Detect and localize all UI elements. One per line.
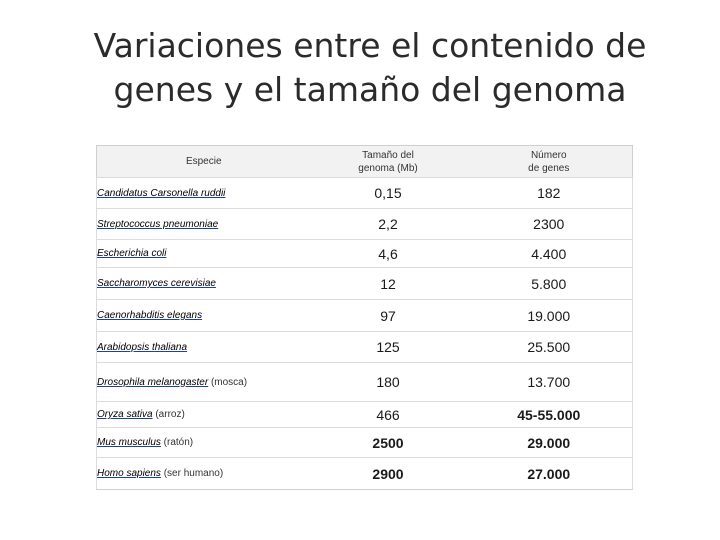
species-link[interactable]: Caenorhabditis elegans: [97, 310, 203, 321]
table-row: [97, 428, 633, 458]
species-link[interactable]: Saccharomyces cerevisiae: [97, 278, 216, 289]
table-row: [97, 300, 633, 332]
table-row: [97, 178, 633, 209]
gene-count-cell: 13.700: [466, 363, 633, 402]
gene-count-cell: 4.400: [466, 240, 633, 268]
gene-count-cell: 45-55.000: [466, 402, 633, 428]
gene-count-cell: 25.500: [466, 332, 633, 363]
genome-size-cell: 180: [311, 363, 466, 402]
genome-size-cell: 4,6: [311, 240, 466, 268]
species-link[interactable]: Drosophila melanogaster: [97, 376, 209, 388]
title-line-1: Variaciones entre el contenido de: [93, 26, 647, 65]
header-genome-size-line1: Tamaño del: [362, 149, 414, 161]
gene-count-cell: 2300: [466, 209, 633, 240]
table-header-row: [97, 146, 633, 178]
header-gene-count: [466, 146, 633, 178]
table-row: [97, 363, 633, 402]
species-link[interactable]: Escherichia coli: [97, 248, 167, 259]
species-link[interactable]: Mus musculus: [97, 437, 161, 448]
table-row: [97, 209, 633, 240]
genome-size-cell: 0,15: [311, 178, 466, 209]
species-cell: [97, 209, 311, 240]
genome-size-cell: 2,2: [311, 209, 466, 240]
species-cell: [97, 300, 311, 332]
slide-title: [60, 24, 680, 112]
header-gene-count-line2: de genes: [528, 162, 570, 174]
header-species: Especie: [97, 146, 311, 178]
header-gene-count-line1: Número: [530, 149, 567, 161]
species-link[interactable]: Arabidopsis thaliana: [97, 341, 188, 353]
gene-count-cell: 19.000: [466, 300, 633, 332]
common-name: (arroz): [152, 409, 185, 420]
genome-size-cell: 97: [311, 300, 466, 332]
species-link[interactable]: Streptococcus pneumoniae: [97, 218, 219, 230]
table-row: [97, 458, 633, 490]
table-row: [97, 402, 633, 428]
species-cell: [97, 268, 311, 300]
genome-size-cell: 125: [311, 332, 466, 363]
species-link[interactable]: Oryza sativa: [97, 409, 153, 420]
species-cell: [97, 458, 311, 490]
species-cell: [97, 332, 311, 363]
species-cell: [97, 402, 311, 428]
gene-count-cell: 5.800: [466, 268, 633, 300]
gene-count-cell: 29.000: [466, 428, 633, 458]
species-cell: [97, 240, 311, 268]
species-link[interactable]: Candidatus Carsonella ruddii: [97, 187, 226, 199]
genome-size-cell: 2900: [311, 458, 466, 490]
table-row: [97, 332, 633, 363]
common-name: (ratón): [160, 437, 194, 448]
species-cell: [97, 428, 311, 458]
genome-table: [96, 145, 633, 490]
gene-count-cell: 182: [466, 178, 633, 209]
table-row: [97, 240, 633, 268]
species-link[interactable]: Homo sapiens: [97, 468, 161, 479]
common-name: (ser humano): [160, 468, 224, 479]
genome-size-cell: 466: [311, 402, 466, 428]
gene-count-cell: 27.000: [466, 458, 633, 490]
species-cell: [97, 363, 311, 402]
title-line-2: genes y el tamaño del genoma: [113, 70, 627, 109]
header-genome-size-line2: genoma (Mb): [358, 162, 418, 174]
genome-size-cell: 2500: [311, 428, 466, 458]
species-cell: [97, 178, 311, 209]
genome-size-cell: 12: [311, 268, 466, 300]
table-row: [97, 268, 633, 300]
common-name: (mosca): [208, 376, 248, 388]
header-genome-size: [311, 146, 466, 178]
